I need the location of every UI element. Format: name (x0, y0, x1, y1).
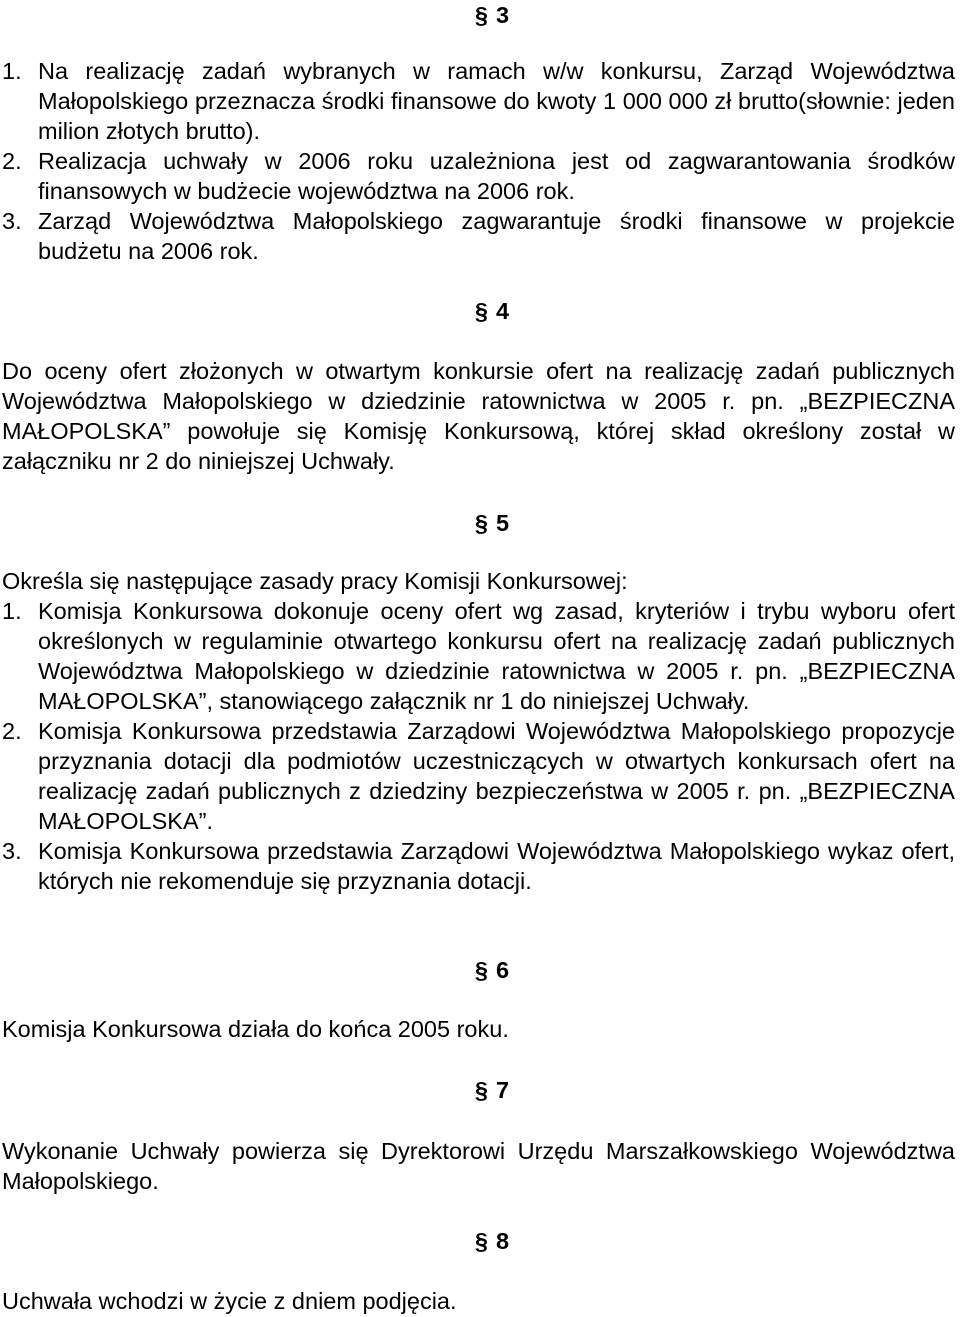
paragraph-intro: Określa się następujące zasady pracy Komisji Konkursowej: (2, 568, 628, 594)
list-item-text: Zarząd Województwa Małopolskiego zagwarantuje środki finansowe w projekcie budżetu na 2006 rok. (38, 208, 955, 264)
list-item-text: Komisja Konkursowa przedstawia Zarządowi Województwa Małopolskiego wykaz ofert, których nie rekomenduje się przyznania dotacji. (38, 838, 955, 894)
list-item-number: 3. (2, 838, 22, 864)
list-item-text: Komisja Konkursowa przedstawia Zarządowi Województwa Małopolskiego propozycje przyznania dotacji dla podmiotów uczestniczących w otwartych konkursach ofert na realizację zadań publicznych z dziedziny bezpieczeństwa w 2005 r. pn. „BEZPIECZNA MAŁOPOLSKA”. (38, 718, 955, 834)
section-number: 4 (496, 298, 510, 324)
list-item (2, 716, 955, 836)
section-number: 7 (496, 1077, 510, 1103)
list-item-text: Na realizację zadań wybranych w ramach w/w konkursu, Zarząd Województwa Małopolskiego przeznacza środki finansowe do kwoty 1 000 000 zł brutto(słownie: jeden milion złotych brutto). (38, 58, 955, 144)
section-heading-4 (0, 296, 960, 326)
list-item-number: 2. (2, 718, 22, 744)
section-symbol: § (474, 957, 488, 983)
list-item-text: Komisja Konkursowa dokonuje oceny ofert wg zasad, kryteriów i trybu wyboru ofert określonych w regulaminie otwartego konkursu ofert na realizację zadań publicznych Województwa Małopolskiego w dziedzinie ratownictwa w 2005 r. pn. „BEZPIECZNA MAŁOPOLSKA”, stanowiącego załącznik nr 1 do niniejszej Uchwały. (38, 598, 955, 714)
list-item (2, 596, 955, 716)
section-6-text (2, 1014, 955, 1044)
list-item-number: 3. (2, 208, 22, 234)
section-5-list (2, 566, 955, 896)
section-number: 3 (496, 2, 510, 28)
section-heading-5 (0, 508, 960, 538)
section-heading-7 (0, 1075, 960, 1105)
paragraph: Uchwała wchodzi w życie z dniem podjęcia. (2, 1288, 457, 1314)
list-item (2, 206, 955, 266)
section-symbol: § (474, 1228, 488, 1254)
section-symbol: § (474, 298, 488, 324)
list-item-text: Realizacja uchwały w 2006 roku uzależniona jest od zagwarantowania środków finansowych w budżecie województwa na 2006 rok. (38, 148, 955, 204)
list-item-number: 2. (2, 148, 22, 174)
list-item-number: 1. (2, 58, 22, 84)
list-item (2, 56, 955, 146)
section-3-list (2, 56, 955, 266)
list-item-number: 1. (2, 598, 22, 624)
section-number: 6 (496, 957, 510, 983)
section-symbol: § (474, 510, 488, 536)
section-8-text (2, 1286, 955, 1316)
section-symbol: § (474, 2, 488, 28)
list-item (2, 146, 955, 206)
section-heading-8 (0, 1226, 960, 1256)
section-heading-3 (0, 0, 960, 30)
list-item (2, 836, 955, 896)
paragraph: Do oceny ofert złożonych w otwartym konkursie ofert na realizację zadań publicznych Województwa Małopolskiego w dziedzinie ratownictwa w 2005 r. pn. „BEZPIECZNA MAŁOPOLSKA” powołuje się Komisję Konkursową, której skład określony został w załączniku nr 2 do niniejszej Uchwały. (2, 358, 955, 474)
section-4-text (2, 356, 955, 476)
section-symbol: § (474, 1077, 488, 1103)
section-number: 5 (496, 510, 510, 536)
section-7-text (2, 1136, 955, 1196)
paragraph: Wykonanie Uchwały powierza się Dyrektorowi Urzędu Marszałkowskiego Województwa Małopolskiego. (2, 1138, 955, 1194)
paragraph: Komisja Konkursowa działa do końca 2005 roku. (2, 1016, 509, 1042)
section-heading-6 (0, 955, 960, 985)
section-number: 8 (496, 1228, 510, 1254)
